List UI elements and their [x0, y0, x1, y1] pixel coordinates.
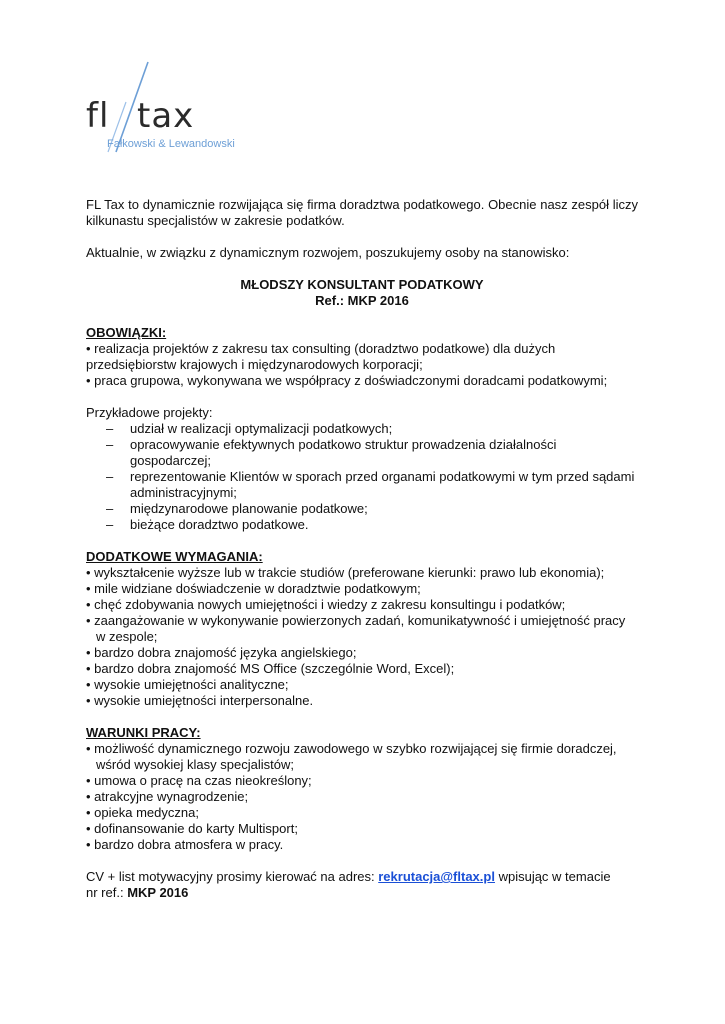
requirement-item: • bardzo dobra znajomość MS Office (szczególnie Word, Excel); — [86, 661, 455, 676]
ref-prefix: nr ref.: — [86, 885, 128, 900]
position-title: MŁODSZY KONSULTANT PODATKOWY — [240, 277, 484, 292]
conditions-heading: WARUNKI PRACY: — [86, 725, 201, 740]
project-item: – opracowywanie efektywnych podatkowo struktur prowadzenia działalności gospodarczej; — [106, 437, 557, 468]
intro-paragraph: FL Tax to dynamicznie rozwijająca się firma doradztwa podatkowego. Obecnie nasz zespół liczy kilkunastu specjalistów w zakresie podatków. — [86, 197, 638, 228]
requirement-item: • wykształcenie wyższe lub w trakcie studiów (preferowane kierunki: prawo lub ekonomia); — [86, 565, 605, 580]
projects-list — [86, 421, 638, 533]
logo-subtitle: Fałkowski & Lewandowski — [107, 138, 235, 150]
application-text: CV + list motywacyjny prosimy kierować na adres: — [86, 869, 379, 884]
condition-item: • atrakcyjne wynagrodzenie; — [86, 789, 249, 804]
requirement-item: • mile widziane doświadczenie w doradztwie podatkowym; — [86, 581, 421, 596]
duties-heading: OBOWIĄZKI: — [86, 325, 167, 340]
application-text-end: wpisując w temacie — [494, 869, 611, 884]
project-item: – udział w realizacji optymalizacji podatkowych; — [106, 421, 393, 436]
recruitment-email-link[interactable]: rekrutacja@fltax.pl — [378, 869, 495, 884]
condition-item: • umowa o pracę na czas nieokreślony; — [86, 773, 312, 788]
application-instructions — [86, 869, 638, 885]
duty-item: • praca grupowa, wykonywana we współpracy z doświadczonymi doradcami podatkowymi; — [86, 373, 608, 388]
requirement-item: • wysokie umiejętności interpersonalne. — [86, 693, 314, 708]
project-item: – bieżące doradztwo podatkowe. — [106, 517, 309, 532]
ref-code: MKP 2016 — [127, 885, 189, 900]
job-posting-body — [86, 197, 638, 901]
condition-item: • dofinansowanie do karty Multisport; — [86, 821, 298, 836]
condition-item: • możliwość dynamicznego rozwoju zawodowego w szybko rozwijającej się firmie doradczej, wśród wysokiej klasy specjalistów; — [86, 741, 617, 772]
position-ref: Ref.: MKP 2016 — [315, 293, 409, 308]
condition-item: • opieka medyczna; — [86, 805, 199, 820]
duty-item: • realizacja projektów z zakresu tax consulting (doradztwo podatkowe) dla dużych przedsiębiorstw krajowych i międzynarodowych korporacji; — [86, 341, 556, 372]
requirement-item: • bardzo dobra znajomość języka angielskiego; — [86, 645, 357, 660]
requirements-heading: DODATKOWE WYMAGANIA: — [86, 549, 263, 564]
requirement-item: • chęć zdobywania nowych umiejętności i wiedzy z zakresu konsultingu i podatków; — [86, 597, 566, 612]
company-logo — [86, 60, 286, 155]
requirement-item: • zaangażowanie w wykonywanie powierzonych zadań, komunikatywność i umiejętność pracy w zespole; — [86, 613, 626, 644]
project-item: – reprezentowanie Klientów w sporach przed organami podatkowymi w tym przed sądami administracyjnymi; — [106, 469, 635, 500]
condition-item: • bardzo dobra atmosfera w pracy. — [86, 837, 284, 852]
requirement-item: • wysokie umiejętności analityczne; — [86, 677, 289, 692]
projects-heading: Przykładowe projekty: — [86, 405, 213, 420]
logo-word-tax: tax — [137, 96, 195, 136]
logo-word-fl: fl — [86, 96, 110, 136]
project-item: – międzynarodowe planowanie podatkowe; — [106, 501, 368, 516]
intro-position-sentence: Aktualnie, w związku z dynamicznym rozwojem, poszukujemy osoby na stanowisko: — [86, 245, 570, 260]
application-ref-line — [86, 885, 638, 901]
